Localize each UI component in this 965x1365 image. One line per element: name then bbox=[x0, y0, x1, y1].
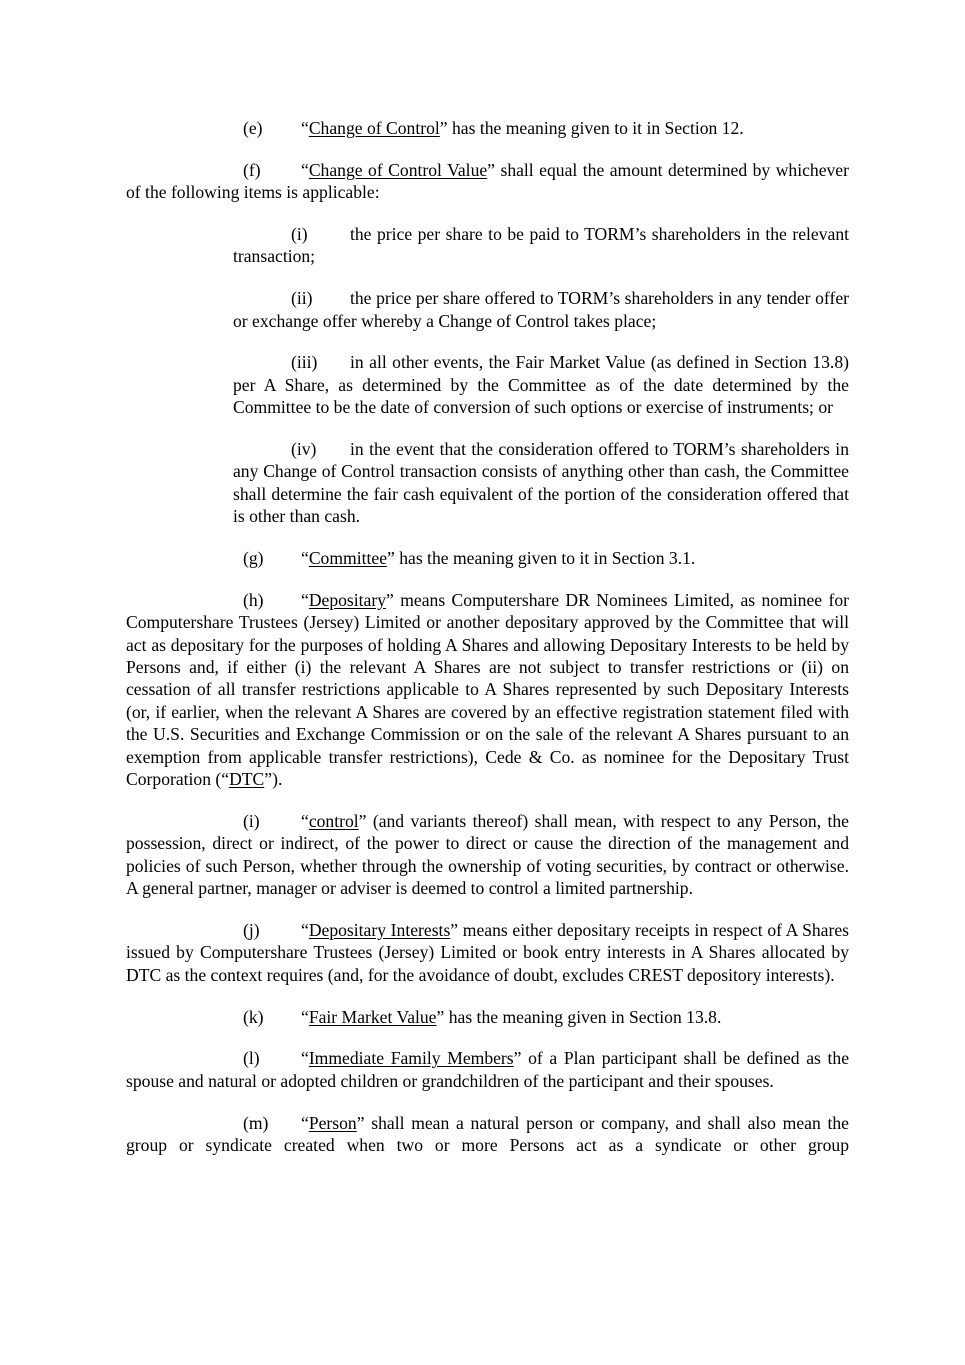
item-number: (i) bbox=[243, 810, 260, 831]
definition-i: (i) “control” (and variants thereof) shall mean, with respect to any Person, the possession, direct or indirect, of the power to direct or cause the direction of the management and policies of such Person, whether through the ownership of voting securities, by contract or otherwise. A general partner, manager or adviser is deemed to control a limited partnership. bbox=[126, 810, 849, 899]
subitem-f-ii: (ii) the price per share offered to TORM’s shareholders in any tender offer or exchange offer whereby a Change of Control takes place; bbox=[233, 288, 849, 331]
definition-l: (l) “Immediate Family Members” of a Plan participant shall be defined as the spouse and natural or adopted children or grandchildren of the participant and their spouses. bbox=[126, 1048, 849, 1091]
defined-term: Fair Market Value bbox=[308, 1006, 437, 1027]
defined-term: Change of Control bbox=[308, 118, 440, 138]
defined-term: Committee bbox=[308, 548, 387, 569]
defined-term: Depositary Interests bbox=[308, 919, 451, 940]
subitem-f-iv: (iv) in the event that the consideration offered to TORM’s shareholders in any Change of Control transaction consists of anything other than cash, the Committee shall determine the fair cash equivalent of the portion of the consideration offered that is other than cash. bbox=[233, 439, 849, 527]
item-number: (k) bbox=[243, 1006, 264, 1027]
defined-term: Immediate Family Members bbox=[308, 1048, 514, 1069]
definition-j: (j) “Depositary Interests” means either depositary receipts in respect of A Shares issued by Computershare Trustees (Jersey) Limited or book entry interests in A Shares allocated by DTC as the context requires (and, for the avoidance of doubt, excludes CREST depository interests). bbox=[126, 919, 849, 985]
defined-term: Change of Control Value bbox=[308, 159, 488, 180]
item-number: (m) bbox=[243, 1112, 269, 1133]
item-number: (e) bbox=[243, 118, 263, 138]
item-number: (g) bbox=[243, 548, 264, 569]
item-number: (j) bbox=[243, 919, 260, 940]
subitem-f-i: (i) the price per share to be paid to TORM’s shareholders in the relevant transaction; bbox=[233, 224, 849, 267]
item-number: (iii) bbox=[291, 352, 318, 373]
defined-term: control bbox=[308, 810, 359, 831]
defined-term: Depositary bbox=[308, 589, 387, 610]
document-page bbox=[126, 117, 849, 1176]
definition-m: (m) “Person” shall mean a natural person or company, and shall also mean the group or syndicate created when two or more Persons act as a syndicate or other group bbox=[126, 1112, 849, 1155]
definition-f: (f) “Change of Control Value” shall equal the amount determined by whichever of the following items is applicable: bbox=[126, 159, 849, 203]
item-number: (iv) bbox=[291, 439, 317, 460]
item-number: (ii) bbox=[291, 288, 313, 309]
definition-g: (g) “Committee” has the meaning given to it in Section 3.1. bbox=[243, 548, 696, 569]
item-number: (l) bbox=[243, 1048, 260, 1069]
defined-term-dtc: DTC bbox=[229, 769, 265, 790]
item-number: (i) bbox=[291, 224, 308, 244]
definition-e: (e) “Change of Control” has the meaning given to it in Section 12. bbox=[243, 118, 744, 138]
item-number: (f) bbox=[243, 159, 261, 180]
definition-h: (h) “Depositary” means Computershare DR Nominees Limited, as nominee for Computershare Trustees (Jersey) Limited or another depositary approved by the Committee that will act as depositary for the purposes of holding A Shares and allowing Depositary Interests to be held by Persons and, if either (i) the relevant A Shares are not subject to transfer restrictions or (ii) on cessation of all transfer restrictions applicable to A Shares represented by such Depositary Interests (or, if earlier, when the relevant A Shares are covered by an effective registration statement filed with the U.S. Securities and Exchange Commission or on the sale of the relevant A Shares pursuant to an exemption from applicable transfer restrictions), Cede & Co. as nominee for the Depositary Trust Corporation (“DTC”). bbox=[126, 589, 849, 790]
definition-k: (k) “Fair Market Value” has the meaning given in Section 13.8. bbox=[243, 1006, 722, 1027]
defined-term: Person bbox=[308, 1112, 357, 1133]
item-number: (h) bbox=[243, 589, 264, 610]
subitem-f-iii: (iii) in all other events, the Fair Market Value (as defined in Section 13.8) per A Share, as determined by the Committee as of the date determined by the Committee to be the date of conversion of such options or exercise of instruments; or bbox=[233, 352, 849, 418]
